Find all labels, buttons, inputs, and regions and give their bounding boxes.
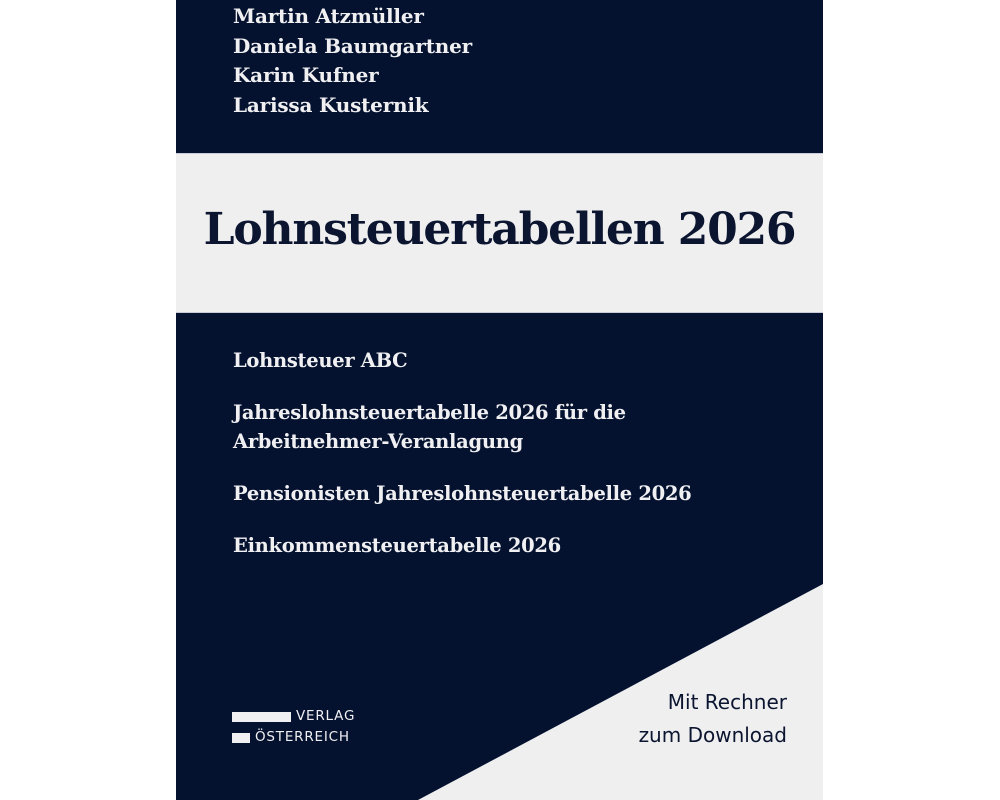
contents-item-text: Lohnsteuer ABC <box>233 349 408 372</box>
author-name: Karin Kufner <box>233 63 379 87</box>
logo-bar-icon <box>232 712 291 722</box>
contents-item-text: Einkommensteuertabelle 2026 <box>233 534 561 557</box>
author-name: Martin Atzmüller <box>233 4 424 28</box>
diagonal-light-corner <box>176 0 823 800</box>
book-cover <box>176 0 823 800</box>
promo-text <box>639 686 787 752</box>
publisher-logo <box>232 707 382 751</box>
contents-item-text: Jahreslohnsteuertabelle 2026 für die <box>233 401 626 424</box>
author-name: Larissa Kusternik <box>233 92 429 117</box>
publisher-name-line2: ÖSTERREICH <box>255 729 350 745</box>
logo-bar-icon <box>232 733 250 743</box>
book-title: Lohnsteuertabellen 2026 <box>203 204 796 255</box>
contents-item-text: Pensionisten Jahreslohnsteuertabelle 2026 <box>233 482 692 505</box>
publisher-name-line1: VERLAG <box>296 708 356 724</box>
promo-line: zum Download <box>638 723 787 747</box>
author-name: Daniela Baumgartner <box>233 33 472 58</box>
contents-item-text: Arbeitnehmer-Veranlagung <box>233 430 523 453</box>
promo-line: Mit Rechner <box>667 690 787 714</box>
